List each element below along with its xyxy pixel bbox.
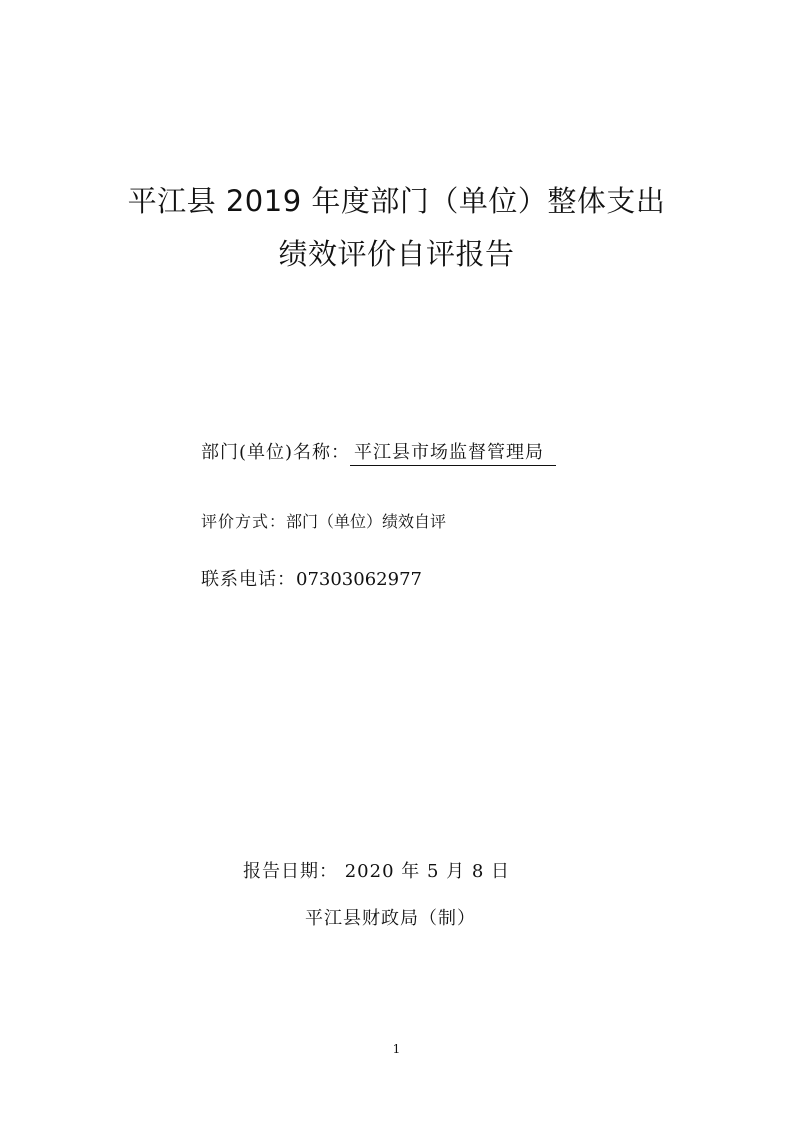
evaluation-method-row <box>201 510 446 534</box>
report-date-value: 2020 年 5 月 8 日 <box>344 861 511 882</box>
evaluation-method-label: 评价方式： <box>201 512 287 531</box>
contact-phone-row <box>201 568 422 592</box>
evaluation-method-value: 部门（单位）绩效自评 <box>286 512 447 531</box>
report-date-label: 报告日期： <box>243 861 338 882</box>
report-title-line-2: 绩效评价自评报告 <box>278 237 515 271</box>
report-title-line-1: 平江县 2019 年度部门（单位）整体支出 <box>127 184 666 218</box>
report-date-row <box>243 860 510 884</box>
page-number: 1 <box>392 1042 401 1056</box>
dept-name-value: 平江县市场监督管理局 <box>350 441 556 466</box>
contact-phone-value: 07303062977 <box>296 569 422 590</box>
dept-name-label: 部门(单位)名称： <box>201 442 351 463</box>
contact-phone-label: 联系电话： <box>201 569 296 590</box>
issuer-line: 平江县财政局（制） <box>305 908 476 929</box>
dept-name-row <box>201 441 556 466</box>
